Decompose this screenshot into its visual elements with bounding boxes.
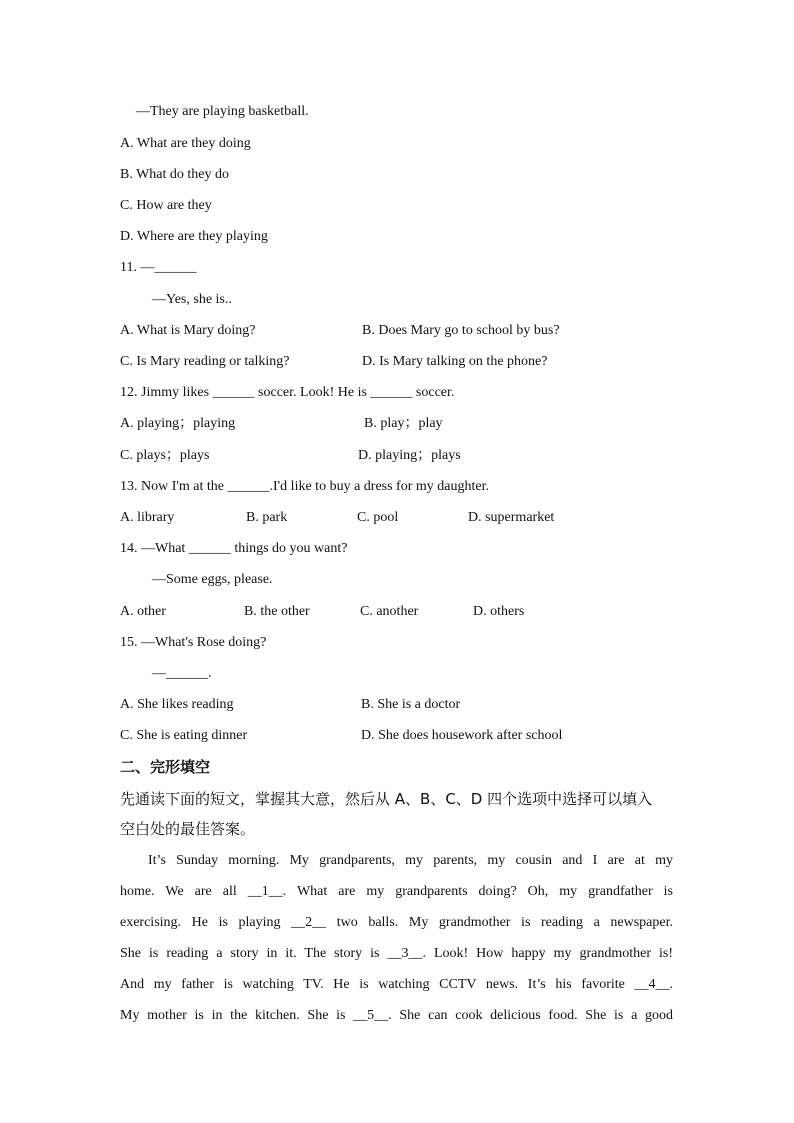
q12-stem: 12. Jimmy likes ______ soccer. Look! He is ______ soccer. [120, 385, 455, 400]
q12-option-d: D. playing；plays [358, 448, 461, 463]
section-heading: 二、完形填空 [120, 758, 211, 776]
q13-option-d: D. supermarket [468, 510, 555, 525]
q15-option-c: C. She is eating dinner [120, 728, 248, 743]
q10-option-a: A. What are they doing [120, 136, 251, 151]
q11-stem: 11. —______ [120, 260, 197, 275]
q13-option-b: B. park [246, 510, 288, 525]
q10-option-c: C. How are they [120, 198, 212, 213]
q11-option-c: C. Is Mary reading or talking? [120, 354, 290, 369]
q10-option-d: D. Where are they playing [120, 229, 268, 244]
q14-option-d: D. others [473, 604, 525, 619]
passage-line: home. We are all __1__. What are my grandparents doing? Oh, my grandfather is [120, 884, 673, 899]
q11-answer-line: —Yes, she is.. [152, 292, 232, 307]
passage-line: My mother is in the kitchen. She is __5__. She can cook delicious food. She is a good [120, 1008, 673, 1023]
q14-answer-line: —Some eggs, please. [152, 572, 273, 587]
section-instruction-line-2: 空白处的最佳答案。 [120, 820, 256, 838]
q11-option-d: D. Is Mary talking on the phone? [362, 354, 548, 369]
q14-option-a: A. other [120, 604, 166, 619]
q10-answer-line: —They are playing basketball. [136, 104, 309, 119]
q15-option-b: B. She is a doctor [361, 697, 461, 712]
cloze-passage [120, 845, 673, 1031]
q15-answer-line: —______. [152, 666, 212, 681]
passage-line: She is reading a story in it. The story is __3__. Look! How happy my grandmother is! [120, 946, 673, 961]
passage-line: exercising. He is playing __2__ two balls. My grandmother is reading a newspaper. [120, 915, 673, 930]
q13-option-a: A. library [120, 510, 175, 525]
passage-line: It’s Sunday morning. My grandparents, my parents, my cousin and I are at my [148, 853, 673, 868]
q14-option-c: C. another [360, 604, 419, 619]
q14-option-b: B. the other [244, 604, 310, 619]
q15-option-a: A. She likes reading [120, 697, 234, 712]
q15-option-d: D. She does housework after school [361, 728, 563, 743]
q12-option-c: C. plays；plays [120, 448, 210, 463]
q14-stem: 14. —What ______ things do you want? [120, 541, 348, 556]
section-instruction-line-1: 先通读下面的短文，掌握其大意，然后从 A、B、C、D 四个选项中选择可以填入 [120, 790, 653, 808]
q13-stem: 13. Now I'm at the ______.I'd like to buy a dress for my daughter. [120, 479, 489, 494]
q13-option-c: C. pool [357, 510, 399, 525]
q12-option-b: B. play；play [364, 416, 443, 431]
q11-option-a: A. What is Mary doing? [120, 323, 256, 338]
q11-option-b: B. Does Mary go to school by bus? [362, 323, 560, 338]
q15-stem: 15. —What's Rose doing? [120, 635, 267, 650]
passage-line: And my father is watching TV. He is watching CCTV news. It’s his favorite __4__. [120, 977, 673, 992]
q12-option-a: A. playing；playing [120, 416, 236, 431]
q10-option-b: B. What do they do [120, 167, 230, 182]
